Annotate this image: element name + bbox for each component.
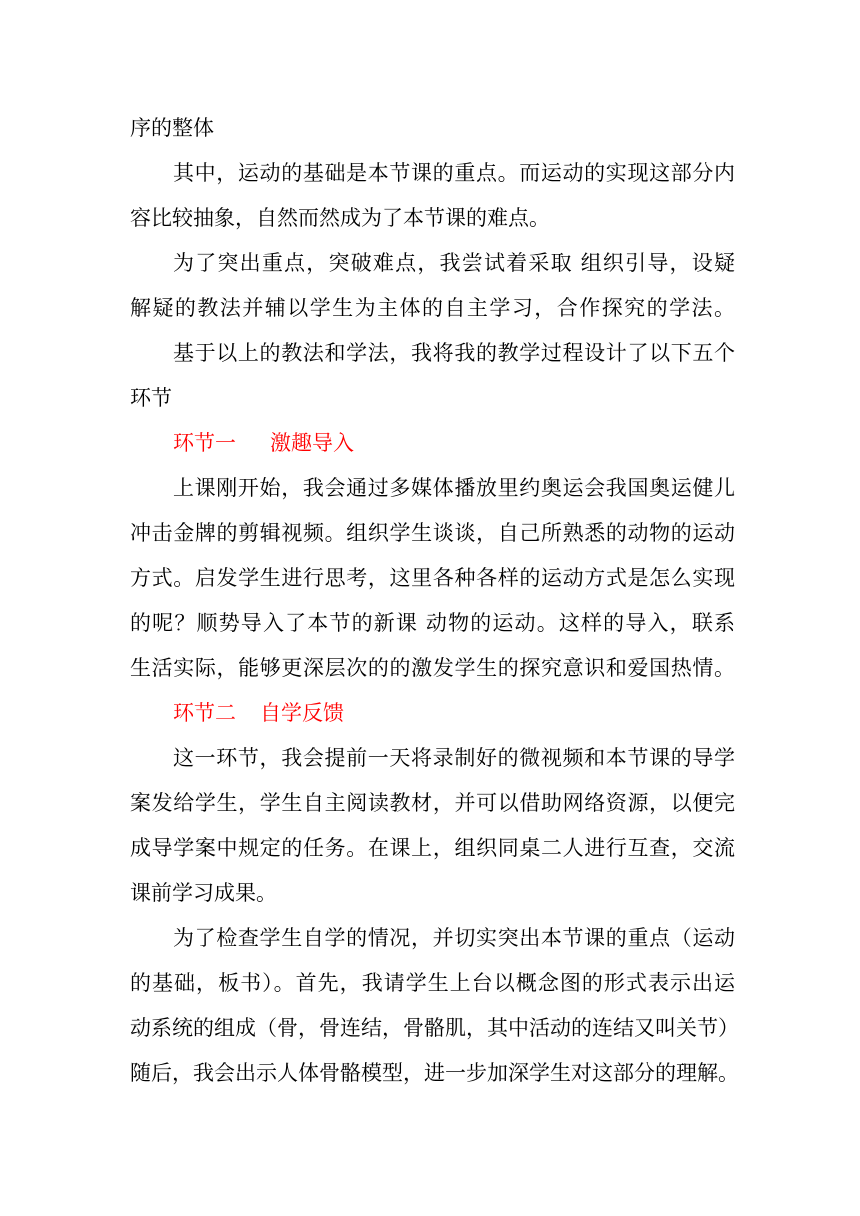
paragraph-line: 序的整体	[130, 116, 214, 140]
section-label: 环节一	[173, 431, 236, 455]
section-heading-1	[173, 428, 735, 458]
paragraph-line: 为了检查学生自学的情况，并切实突出本节课的重点（运动	[173, 926, 735, 950]
paragraph-line: 案发给学生，学生自主阅读教材，并可以借助网络资源，以便完	[130, 791, 735, 815]
section-title: 自学反馈	[260, 701, 344, 725]
paragraph-line: 基于以上的教法和学法，我将我的教学过程设计了以下五个	[173, 341, 735, 365]
paragraph-line: 其中，运动的基础是本节课的重点。而运动的实现这部分内	[173, 161, 735, 185]
paragraph-line: 的呢？顺势导入了本节的新课 动物的运动。这样的导入，联系	[130, 611, 735, 635]
paragraph-line: 随后，我会出示人体骨骼模型，进一步加深学生对这部分的理解。	[130, 1061, 739, 1085]
paragraph-line: 成导学案中规定的任务。在课上，组织同桌二人进行互查，交流	[130, 836, 735, 860]
section-heading-2	[173, 698, 735, 728]
paragraph-line: 冲击金牌的剪辑视频。组织学生谈谈，自己所熟悉的动物的运动	[130, 521, 735, 545]
paragraph-line: 动系统的组成（骨，骨连结，骨骼肌，其中活动的连结又叫关节）	[130, 1016, 739, 1040]
section-label: 环节二	[173, 701, 236, 725]
paragraph-line: 容比较抽象，自然而然成为了本节课的难点。	[130, 206, 550, 230]
paragraph-line: 课前学习成果。	[130, 881, 277, 905]
section-title: 激趣导入	[270, 431, 354, 455]
paragraph-line: 环节	[130, 386, 172, 410]
paragraph-line: 解疑的教法并辅以学生为主体的自主学习，合作探究的学法。	[130, 296, 735, 320]
paragraph-line: 方式。启发学生进行思考，这里各种各样的运动方式是怎么实现	[130, 566, 735, 590]
paragraph-line: 这一环节，我会提前一天将录制好的微视频和本节课的导学	[173, 746, 735, 770]
paragraph-line: 的基础，板书）。首先，我请学生上台以概念图的形式表示出运	[130, 971, 735, 995]
paragraph-line: 生活实际，能够更深层次的的激发学生的探究意识和爱国热情。	[130, 656, 735, 680]
paragraph-line: 为了突出重点，突破难点，我尝试着采取 组织引导，设疑	[173, 251, 735, 275]
paragraph-line: 上课刚开始，我会通过多媒体播放里约奥运会我国奥运健儿	[173, 476, 735, 500]
